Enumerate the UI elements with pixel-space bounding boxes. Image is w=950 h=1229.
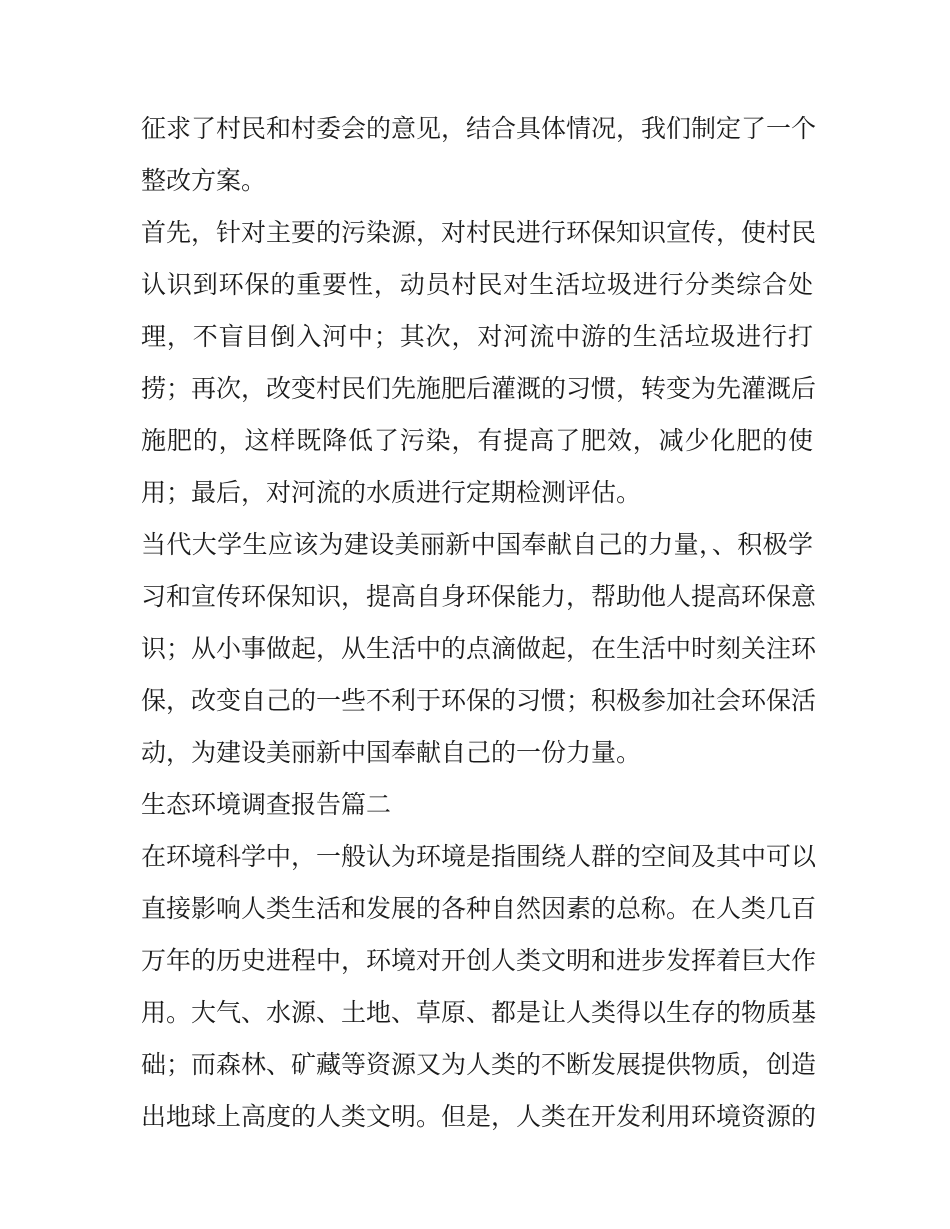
text-line: 保，改变自己的一些不利于环保的习惯；积极参加社会环保活 bbox=[141, 686, 817, 715]
text-line: 万年的历史进程中，环境对开创人类文明和进步发挥着巨大作 bbox=[141, 946, 817, 975]
text-line: 习和宣传环保知识，提高自身环保能力，帮助他人提高环保意 bbox=[141, 582, 817, 611]
text-line: 础；而森林、矿藏等资源又为人类的不断发展提供物质，创造 bbox=[141, 1050, 817, 1079]
text-line: 用。大气、水源、土地、草原、都是让人类得以生存的物质基 bbox=[141, 998, 817, 1027]
text-line: 动，为建设美丽新中国奉献自己的一份力量。 bbox=[141, 738, 642, 767]
text-line: 出地球上高度的人类文明。但是，人类在开发利用环境资源的 bbox=[141, 1102, 817, 1131]
text-line: 认识到环保的重要性，动员村民对生活垃圾进行分类综合处 bbox=[141, 270, 813, 299]
text-line: 征求了村民和村委会的意见，结合具体情况，我们制定了一个 bbox=[141, 114, 817, 143]
section-heading: 生态环境调查报告篇二 bbox=[141, 790, 392, 819]
text-line: 理，不盲目倒入河中；其次，对河流中游的生活垃圾进行打 bbox=[141, 322, 813, 351]
text-line: 首先，针对主要的污染源，对村民进行环保知识宣传，使村民 bbox=[141, 218, 817, 247]
text-line: 识；从小事做起，从生活中的点滴做起，在生活中时刻关注环 bbox=[141, 634, 817, 663]
text-line: 整改方案。 bbox=[141, 166, 267, 195]
text-line: 施肥的，这样既降低了污染，有提高了肥效，减少化肥的使 bbox=[141, 426, 813, 455]
text-line: 捞；再次，改变村民们先施肥后灌溉的习惯，转变为先灌溉后 bbox=[141, 374, 817, 403]
text-line: 用；最后，对河流的水质进行定期检测评估。 bbox=[141, 478, 642, 507]
document-body bbox=[141, 103, 817, 1143]
text-line: 直接影响人类生活和发展的各种自然因素的总称。在人类几百 bbox=[141, 894, 817, 923]
text-line: 当代大学生应该为建设美丽新中国奉献自己的力量，、积极学 bbox=[141, 530, 813, 559]
text-line: 在环境科学中，一般认为环境是指围绕人群的空间及其中可以 bbox=[141, 842, 817, 871]
